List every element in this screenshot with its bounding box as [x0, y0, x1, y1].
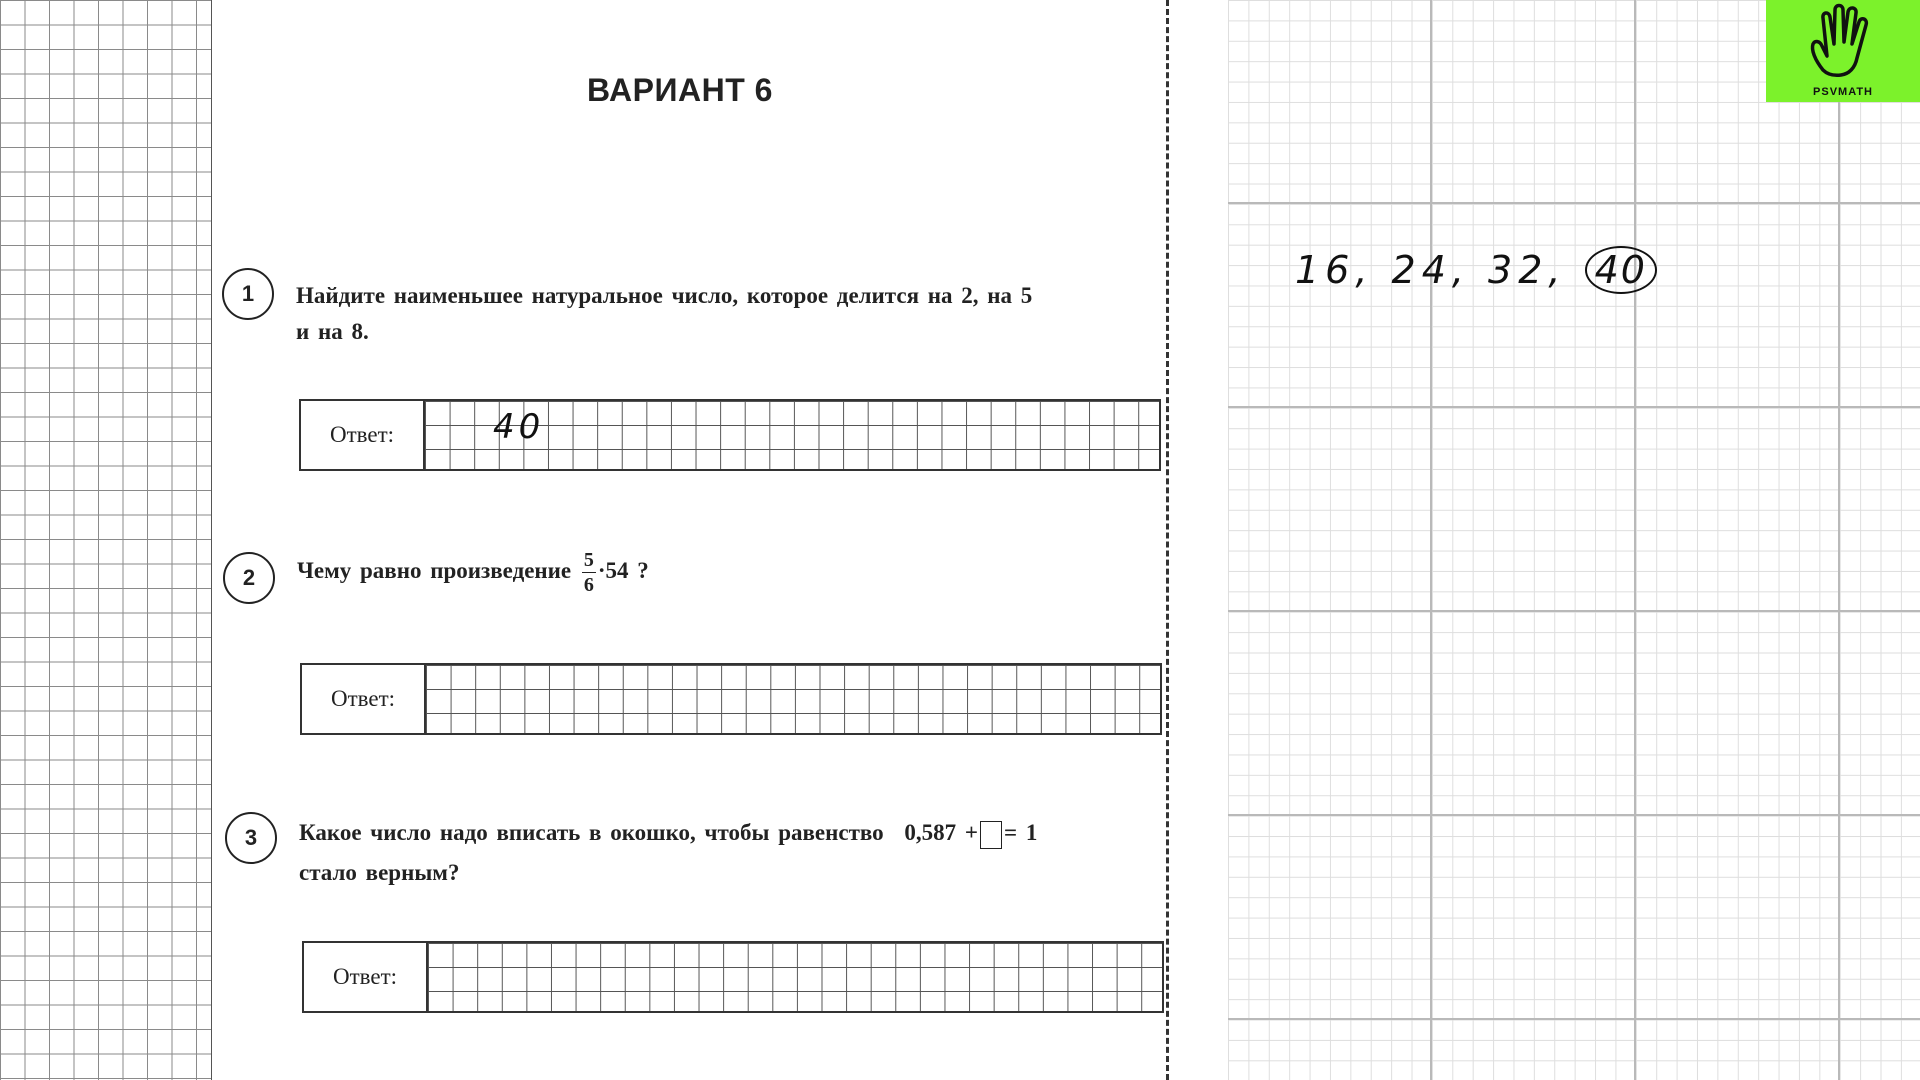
question-1-number: 1: [222, 268, 274, 320]
question-2-text: [297, 550, 649, 595]
answer-box-1[interactable]: [299, 399, 1161, 471]
right-grid-notebook: [1228, 0, 1920, 1080]
question-2-text-after: ·54 ?: [597, 557, 649, 583]
answer-box-3[interactable]: [302, 941, 1164, 1013]
hand-icon: [1801, 0, 1885, 88]
question-3-number: 3: [225, 812, 277, 864]
question-3-text: [299, 815, 1169, 891]
question-3-line2: стало верным?: [299, 860, 460, 885]
sequence-text: 16, 24, 32,: [1295, 248, 1567, 292]
fraction-numerator: 5: [583, 549, 594, 571]
psvmath-logo: [1766, 0, 1920, 102]
page-title: ВАРИАНТ 6: [587, 72, 773, 108]
empty-square-box: [980, 821, 1002, 849]
question-3-line1-text: Какое число надо вписать в окошко, чтобы равенство: [299, 820, 884, 845]
fraction: [582, 550, 596, 595]
question-1-text: [296, 278, 1166, 350]
equation-right: = 1: [1004, 820, 1038, 845]
answer-cells-2[interactable]: [426, 665, 1160, 733]
question-1-line2: и на 8.: [296, 319, 369, 344]
equation-left: 0,587 +: [904, 820, 978, 845]
fraction-denominator: 6: [583, 574, 594, 596]
logo-text: PSVMATH: [1813, 86, 1873, 98]
handwritten-sequence: [1295, 246, 1657, 294]
circled-answer: 40: [1585, 246, 1657, 294]
answer-label: Ответ:: [301, 401, 425, 469]
left-grid-paper: [0, 0, 212, 1080]
answer-box-2[interactable]: [300, 663, 1162, 735]
question-2-text-before: Чему равно произведение: [297, 557, 572, 583]
question-1-line1: Найдите наименьшее натуральное число, которое делится на 2, на 5: [296, 283, 1033, 308]
answer-label: Ответ:: [302, 665, 426, 733]
answer-cells-3[interactable]: [428, 943, 1162, 1011]
answer-cells-1[interactable]: [425, 401, 1159, 469]
question-2-number: 2: [223, 552, 275, 604]
question-3-line1: [299, 815, 1169, 851]
answer-label: Ответ:: [304, 943, 428, 1011]
answer-1-handwritten: 40: [493, 407, 545, 447]
cut-line: [1166, 0, 1169, 1080]
